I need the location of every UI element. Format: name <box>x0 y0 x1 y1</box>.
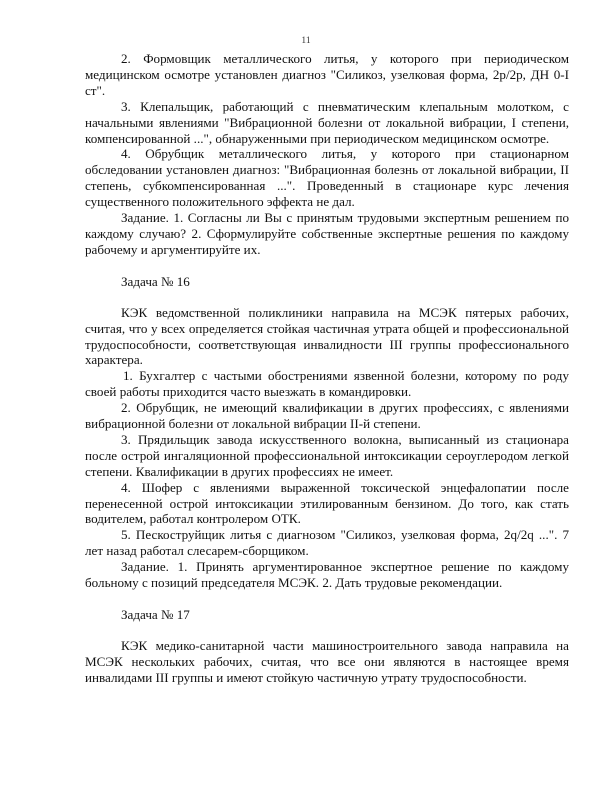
case-peskostruyshchik: 5. Пескоструйщик литья с диагнозом "Силикоз, узелковая форма, 2q/2q ...". 7 лет назад работал слесарем-сборщиком. <box>85 527 569 559</box>
task-16-intro: КЭК ведомственной поликлиники направила на МСЭК пятерых рабочих, считая, что у всех определяется стойкая частичная утрата общей и профессиональной трудоспособности, соответствующая инвалидности III группы профессионального характера. <box>85 304 569 368</box>
case-shofer: 4. Шофер с явлениями выраженной токсической энцефалопатии после перенесенной острой интоксикации этилированным бензином. До того, как стать водителем, работал контролером ОТК. <box>85 479 569 527</box>
page-body <box>85 51 569 686</box>
case-obrubshchik-2: 2. Обрубщик, не имеющий квалификации в других профессиях, с явлениями вибрационной болезни от локальной вибрации II-й степени. <box>85 400 569 432</box>
case-obrubshchik: 4. Обрубщик металлического литья, у которого при стационарном обследовании установлен диагноз: "Вибрационная болезнь от локальной вибрации, II степень, субкомпенсированная ...". Проведенный в стационаре курс лечения существенного положительного эффекта не дал. <box>85 146 569 210</box>
task-assignment: Задание. 1. Согласны ли Вы с принятым трудовыми экспертным решением по каждому случаю? 2. Сформулируйте собственные экспертные решения по каждому рабочему и аргументируйте их. <box>85 210 569 257</box>
task-16-assignment: Задание. 1. Принять аргументированное экспертное решение по каждому больному с позиций председателя МСЭК. 2. Дать трудовые рекомендации. <box>85 559 569 591</box>
page-number: 11 <box>301 36 311 46</box>
case-pryadilshchik: 3. Прядильщик завода искусственного волокна, выписанный из стационара после острой ингаляционной профессиональной интоксикации сероуглеродом легкой степени. Квалификации в других профессиях не имеет. <box>85 431 569 479</box>
task-17-intro: КЭК медико-санитарной части машиностроительного завода направила на МСЭК нескольких рабочих, считая, что все они являются в настоящее время инвалидами III группы и имеют стойкую частичную утрату трудоспособности. <box>85 637 569 685</box>
case-formovshchik: 2. Формовщик металлического литья, у которого при периодическом медицинском осмотре установлен диагноз "Силикоз, узелковая форма, 2р/2р, ДН 0-I ст". <box>85 51 569 98</box>
case-bukhgalter: 1. Бухгалтер с частыми обострениями язвенной болезни, которому по роду своей работы приходится часто выезжать в командировки. <box>85 368 569 400</box>
task-17-heading: Задача № 17 <box>121 607 190 622</box>
case-klepalshchik: 3. Клепальщик, работающий с пневматическим клепальным молотком, с начальными явлениями "Вибрационной болезни от локальной вибрации, I степени, компенсированной ...", обнаруженными при периодическом медицинском осмотре. <box>85 98 569 146</box>
task-16-heading: Задача № 16 <box>121 273 190 289</box>
